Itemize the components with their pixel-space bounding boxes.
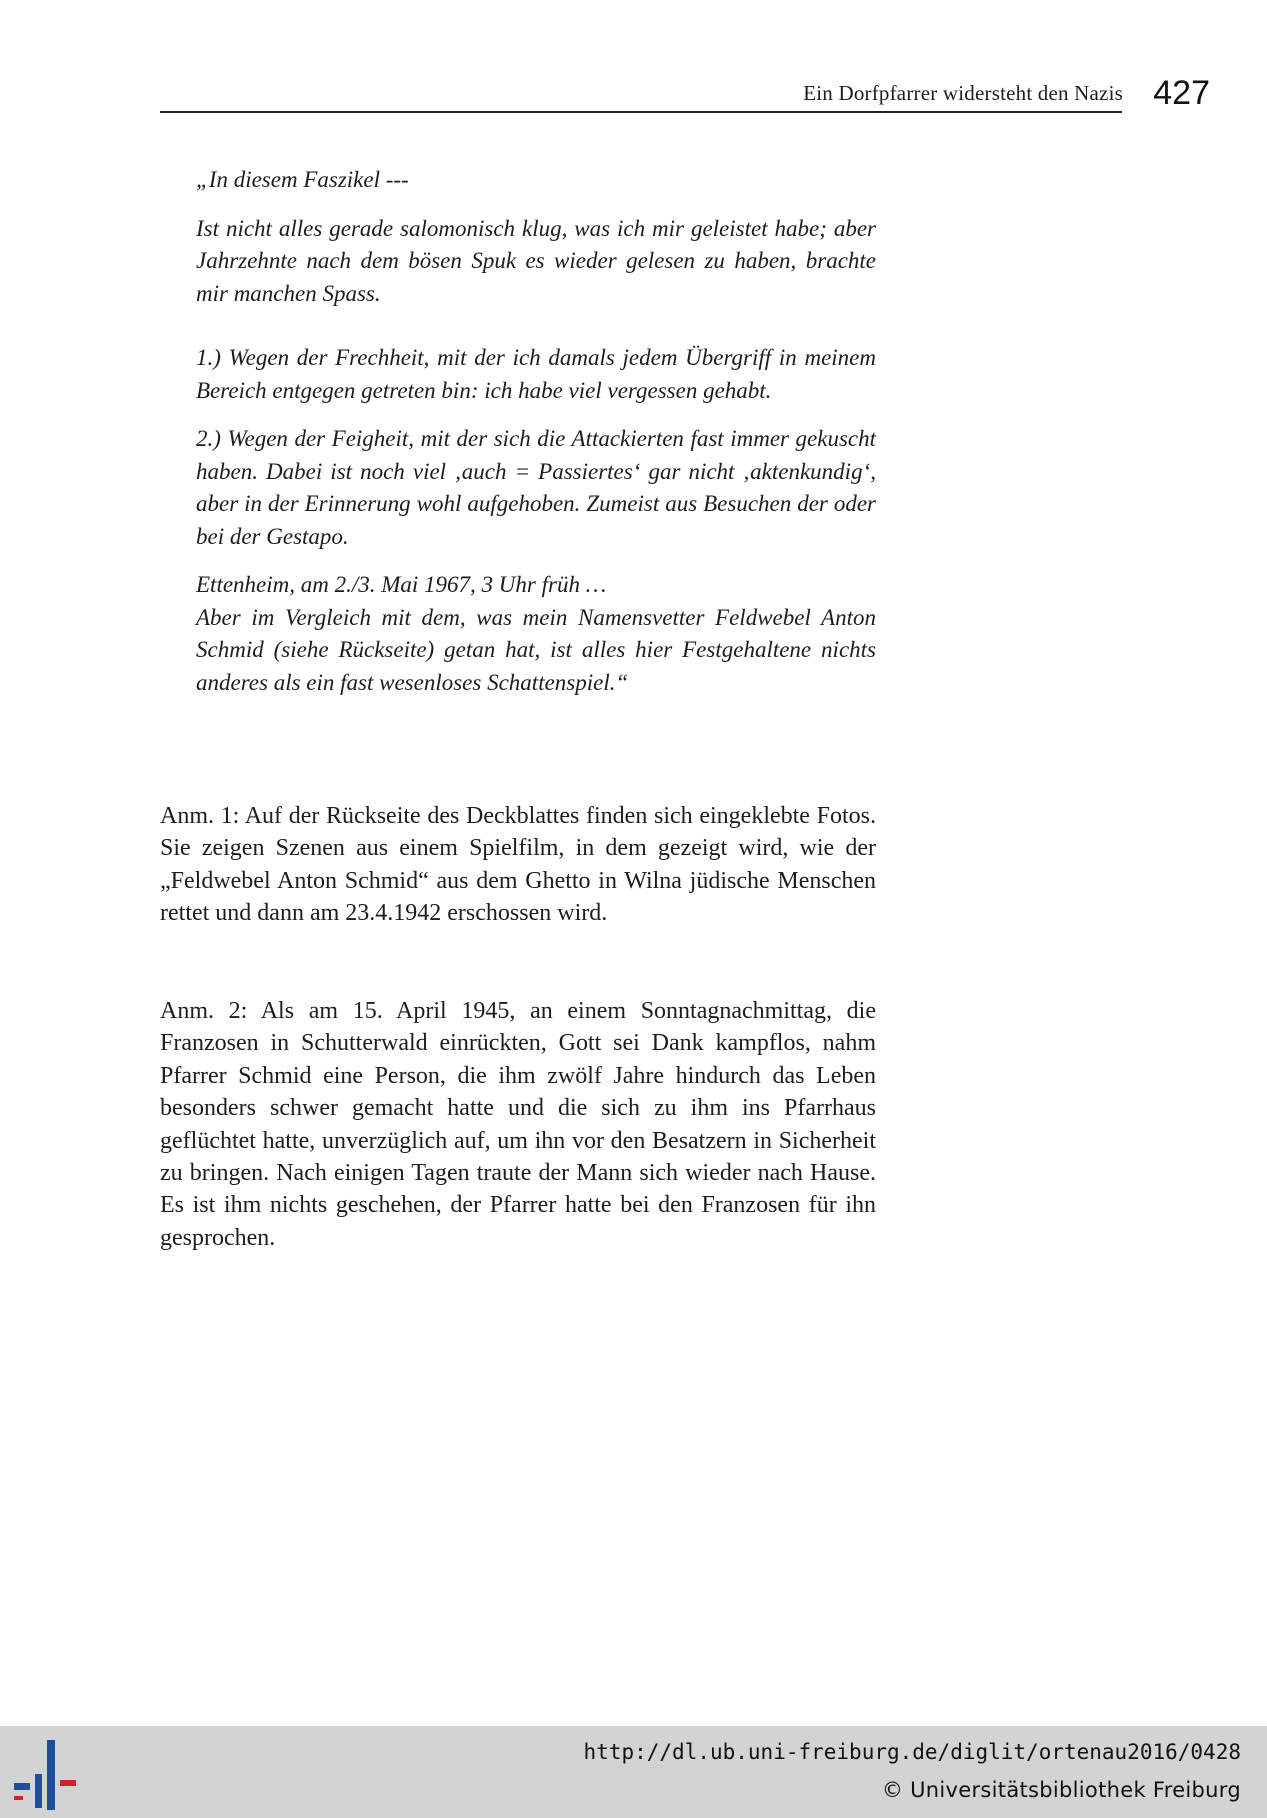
quote-point-1: 1.) Wegen der Frechheit, mit der ich damals jedem Übergriff in meinem Bereich entgegen getreten bin: ich habe viel vergessen gehabt. bbox=[196, 345, 876, 403]
quote-opening: „In diesem Faszikel --- bbox=[196, 167, 409, 192]
quote-closing: Aber im Vergleich mit dem, was mein Namensvetter Feldwebel Anton Schmid (siehe Rückseite) getan hat, ist alles hier Festgehaltene nichts anderes als ein fast wesenloses Schattenspiel.“ bbox=[196, 604, 876, 695]
quoted-letter bbox=[196, 164, 876, 699]
quote-date-line: Ettenheim, am 2./3. Mai 1967, 3 Uhr früh … bbox=[196, 572, 607, 597]
note-2: Anm. 2: Als am 15. April 1945, an einem Sonntagnachmittag, die Franzosen in Schutterwald einrückten, Gott sei Dank kampflos, nahm Pfarrer Schmid eine Person, die ihm zwölf Jahre hindurch das Leben besonders schwer gemacht hatte und die sich zu ihm ins Pfarrhaus geflüchtet hatte, unverzüglich auf, um ihn vor den Besatzern in Sicherheit zu bringen. Nach einigen Tagen traute der Mann sich wieder nach Hause. Es ist ihm nichts geschehen, der Pfarrer hatte bei den Franzosen für ihn gesprochen. bbox=[160, 998, 876, 1251]
footer-copyright: © Universitätsbibliothek Freiburg bbox=[881, 1778, 1241, 1802]
footer-bar bbox=[0, 1726, 1267, 1818]
quote-point-2: 2.) Wegen der Feigheit, mit der sich die Attackierten fast immer gekuscht haben. Dabei ist noch viel ‚auch = Passiertes‘ gar nicht ‚aktenkundig‘, aber in der Erinnerung wohl aufgehoben. Zumeist aus Besuchen der oder bei der Gestapo. bbox=[196, 426, 876, 549]
running-title: Ein Dorfpfarrer widersteht den Nazis bbox=[803, 81, 1123, 105]
ub-freiburg-logo-icon[interactable] bbox=[14, 1740, 84, 1810]
footer-url-link[interactable]: http://dl.ub.uni-freiburg.de/diglit/ortenau2016/0428 bbox=[583, 1740, 1241, 1764]
page-header bbox=[160, 74, 1210, 114]
page-number: 427 bbox=[1153, 74, 1210, 112]
quote-paragraph: Ist nicht alles gerade salomonisch klug, was ich mir geleistet habe; aber Jahrzehnte nach dem bösen Spuk es wieder gelesen zu haben, brachte mir manchen Spass. bbox=[196, 215, 876, 306]
note-1: Anm. 1: Auf der Rückseite des Deckblattes finden sich eingeklebte Fotos. Sie zeigen Szenen aus einem Spielfilm, in dem gezeigt wird, wie der „Feldwebel Anton Schmid“ aus dem Ghetto in Wilna jüdische Menschen rettet und dann am 23.4.1942 erschossen wird. bbox=[160, 803, 876, 927]
header-rule bbox=[160, 111, 1122, 113]
